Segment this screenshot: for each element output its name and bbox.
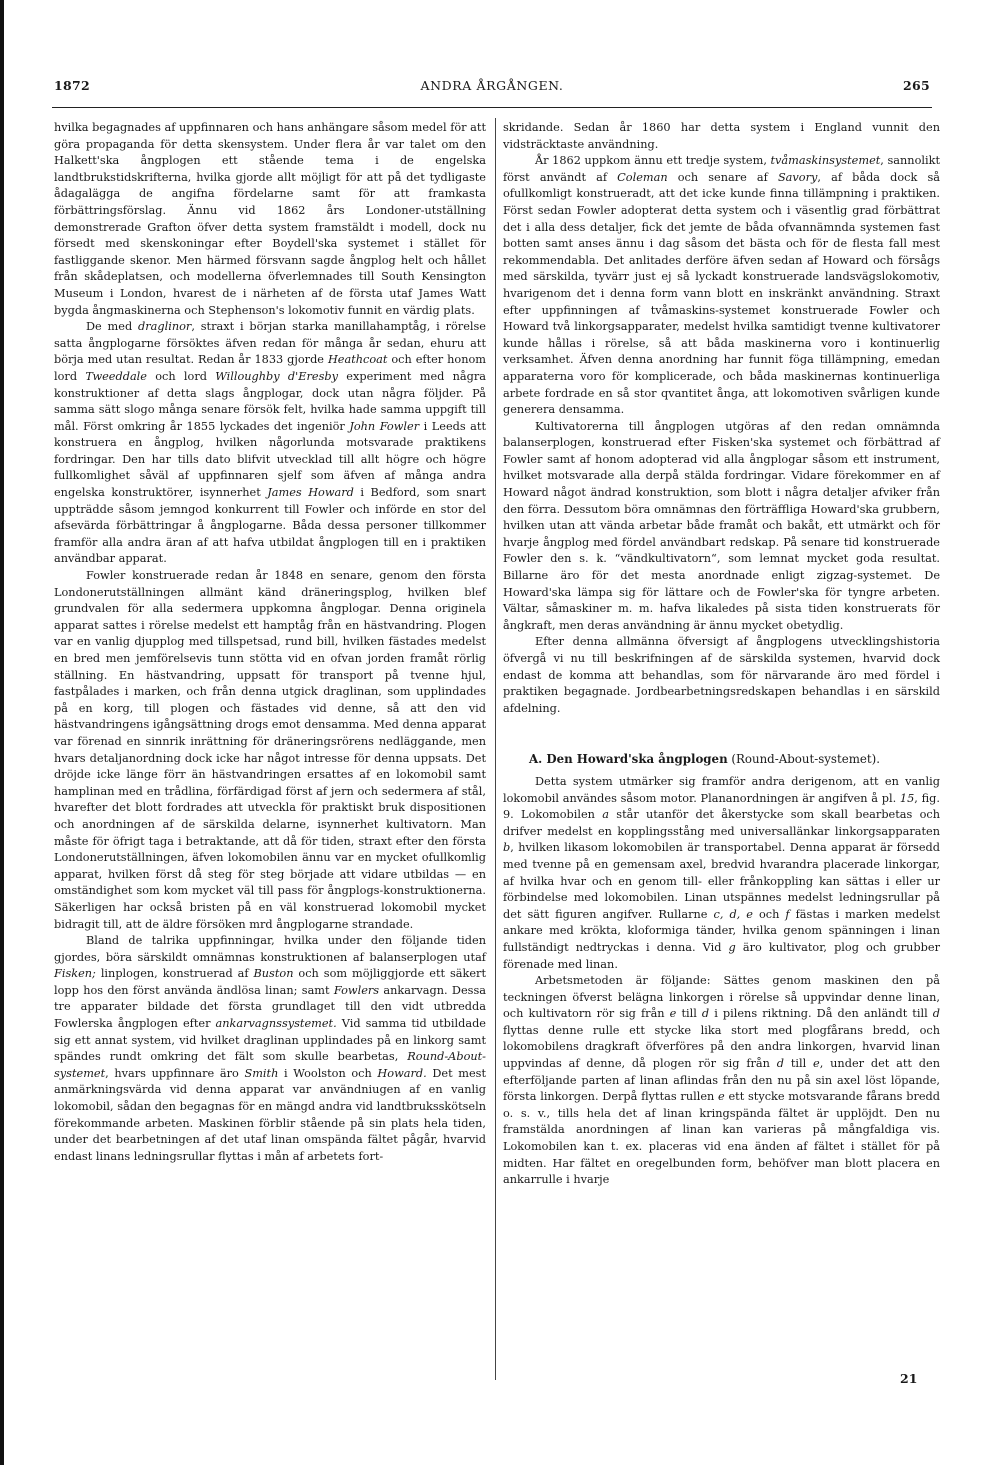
paragraph: Kultivatorerna till ångplogen utgöras af den redan omnämnda balanserplogen, konstruerad efter Fisken'ska systemet och förbättrad af Fowler samt af honom adopterad vid alla ångplogar såsom ett instrument, hvilket motsvarade alla derpå stälda fordringar. Vidare förekommer en af Howard något ändrad konstruktion, som blott i några detaljer afviker från den förra. Dessutom böra omnämnas den förträffliga Howard'ska grubbern, hvilken utan att vända arbetar både framåt och bakåt, ett utmärkt och för hvarje ångplog med fördel användbart redskap. På senare tid konstruerade Fowler den s. k. “vändkultivatorn“, som lemnat mycket goda resultat. Billarne äro för det mesta anordnade enligt zigzag-systemet. De Howard'ska lämpa sig för lättare och de Fowler'ska för tyngre arbeten. Vältar, såmaskiner m. m. hafva likaledes på sista tiden konstruerats för ångkraft, men deras användning är ännu mycket obetydlig. <box>503 419 940 632</box>
paragraph: Bland de talrika uppfinningar, hvilka under den följande tiden gjordes, böra särskildt omnämnas konstruktionen af balanserplogen utaf Fisken; linplogen, konstruerad af Buston och som möjliggjorde ett säkert lopp hos den först använda ändlösa linan; samt Fowlers ankarvagn. Dessa tre apparater bildade det första grundlaget till den vidt utbredda Fowlerska ångplogen efter ankarvagnssystemet. Vid samma tid utbildade sig ett annat system, vid hvilket draglinan upplindades på en linkorg samt spändes rundt omkring det fält som skulle bearbetas, Round-About-systemet, hvars uppfinnare äro Smith i Woolston och Howard. Det mest anmärkningsvärda vid denna apparat var användniugen af en vanlig lokomobil, sådan den begagnas för en mängd andra vid landtbruksskötseln förekommande arbeten. Maskinen förblir stående på sin plats hela tiden, under det bearbetningen af det utaf linan omspända fältet pågår, hvarvid endast linans ledningsrullar flyttas i mån af arbetets fort- <box>54 934 487 1163</box>
paragraph: skridande. Sedan år 1860 har detta system i England vunnit den vidsträcktaste användning. <box>503 121 940 151</box>
paragraph: Fowler konstruerade redan år 1848 en senare, genom den första Londonerutställningen allmänt känd dräneringsplog, hvilken blef grundvalen för alla sedermera uppkomna ångplogar. Denna originela apparat sattes i rörelse medelst ett hamptåg från en hästvandring. Plogen var en vanlig djupplog med tillspetsad, rund bill, hvilken fästades medelst en bred men jemförelsevis tunn stötta vid en ofvan jorden framåt rörlig ställning. En hästvandring, uppsatt för transport på tvenne hjul, fastpålades i marken, och från denna utgick draglinan, som upplindades på en korg, till plogen och fästades vid denne, så att den vid hästvandringens igångsättning drogs emot densamma. Med denna apparat var förenad en sinnrik inrättning för dräneringsrörens nedläggande, men hvars detaljanordning dock icke har något intresse för denna uppsats. Det dröjde icke länge förr än hästvandringen ersattes af en lokomobil samt hamplinan med en trådlina, förfärdigad först af jern och sedermera af stål, hvarefter det blott fordrades att utveckla för praktiskt bruk dispositionen och anordningen af de särskilda delarne, isynnerhet kultivatorn. Man måste för öfrigt taga i betraktande, att då för tiden, straxt efter den första Londonerutställningen, äfven lokomobilen ännu var en mycket ofullkomlig apparat, hvilken först då steg för steg började att vidare utbildas — en omständighet som kom mycket väl till pass för ångplogs-konstruktionerna. Säkerligen har också bristen på en väl konstruerad lokomobil mycket bidragit till, att de äldre försöken mrd ångplogarne strandade. <box>54 569 486 931</box>
right-column <box>503 120 940 1189</box>
column-divider <box>495 118 496 1380</box>
scan-edge-bar <box>0 0 4 1465</box>
page-number: 265 <box>903 78 930 93</box>
header-title: ANDRA ÅRGÅNGEN. <box>420 78 564 93</box>
paragraph: Efter denna allmänna öfversigt af ångplogens utvecklingshistoria öfvergå vi nu till beskrifningen af de särskilda systemen, hvarvid dock endast de komma att behandlas, som för närvarande äro med fördel i praktiken begagnade. Jordbearbetningsredskapen behandlas i en särskild afdelning. <box>503 635 940 715</box>
paragraph: De med draglinor, straxt i början starka manillahamptåg, i rörelse satta ångplogarne försöktes äfven redan för många år sedan, ehuru att börja med utan resultat. Redan år 1833 gjorde Heathcoat och efter honom lord Tweeddale och lord Willoughby d'Eresby experiment med några konstruktioner af detta slags ångplogar, dock utan några följder. På samma sätt slogo många senare försök felt, hvilka hade samma uppgift till mål. Först omkring år 1855 lyckades det ingeniör John Fowler i Leeds att konstruera en ångplog, hvilken någorlunda motsvarade praktikens fordringar. Den har tills dato blifvit utvecklad till allt högre och högre fullkomlighet såväl af uppfinnaren sjelf som äfven af många andra engelska konstruktörer, isynnerhet James Howard i Bedford, som snart uppträdde såsom jemngod konkurrent till Fowler och införde en stor del afsevärda förbättringar å ångplogarne. Båda dessa personer tillkommer framför alla andra äran af att hafva utbildat ångplogen till en i praktiken användbar apparat. <box>54 320 486 566</box>
paragraph: År 1862 uppkom ännu ett tredje system, tvåmaskinsystemet, sannolikt först användt af Coleman och senare af Savory, af båda dock så ofullkomligt konstrueradt, att det icke kunde finna tillämpning i praktiken. Först sedan Fowler adopterat detta system och i väsentlig grad förbättrat det i alla dess detaljer, fick det jemte de båda ofvannämnda systemen fast botten samt anses ännu i dag såsom det bästa och för de flesta fall mest rekommendabla. Det anlitades derföre äfven sedan af Howard och försågs med särskilda, tyvärr just ej så lyckadt konstruerade landsvägslokomotiv, hvarigenom det i denna form vann blott en inskränkt användning. Straxt efter uppfinningen af tvåmaskins-systemet konstruerade Fowler och Howard två linkorgsapparater, medelst hvilka samtidigt tvenne kultivatorer kunde hållas i rörelse, så att båda maskinerna voro i kontinuerlig verksamhet. Äfven denna anordning har funnit föga tillämpning, emedan apparaterna voro för komplicerade, och båda maskinernas kontinuerliga arbete fordrade en så stor qvantitet ånga, att lokomotiven svårligen kunde generera densamma. <box>503 154 940 417</box>
section-heading: A. Den Howard'ska ångplogen (Round-About-systemet). <box>529 752 880 767</box>
header-rule <box>52 107 932 108</box>
paragraph: Detta system utmärker sig framför andra derigenom, att en vanlig lokomobil användes såsom motor. Plananordningen är angifven å pl. 15, fig. 9. Lokomobilen a står utanför det åkerstycke som skall bearbetas och drifver medelst en kopplingsstång med universallänkar linkorgsapparaten b, hvilken likasom lokomobilen är transportabel. Denna apparat är försedd med tvenne på en gemensam axel, bredvid hvarandra placerade linkorgar, af hvilka hvar och en genom till- eller frånkoppling kan sättas i eller ur förbindelse med lokomobilen. Linan utspännes medelst ledningsrullar på det sätt figuren angifver. Rullarne c, d, e och f fästas i marken medelst ankare med krökta, kloformiga tänder, hvilka genom spänningen i linan fullständigt nedtryckas i denna. Vid g äro kultivator, plog och grubber förenade med linan. <box>503 774 940 971</box>
signature-mark: 21 <box>900 1371 918 1386</box>
left-column <box>54 120 486 1165</box>
page-header <box>54 78 930 100</box>
paragraph: hvilka begagnades af uppfinnaren och hans anhängare såsom medel för att göra propaganda för detta skensystem. Under flera år var talet om den Halkett'ska ångplogen ett stående tema i de engelska landtbrukstidskrifterna, hvilka gjorde allt möjligt för att på det tydligaste ådagalägga de angifna fördelarne samt för att framkasta förbättringsförslag. Ännu vid 1862 års Londoner-utställning demonstrerade Grafton öfver detta system framstäldt i modell, dock nu försedt med skenskoningar efter Boydell'ska systemet i stället för fastliggande skenor. Men härmed försvann sagde ångplog helt och hållet från skådeplatsen, och modellerna öfverlemnades till South Kensington Museum i London, hvarest de i närheten af de första utaf James Watt bygda ångmaskinerna och Stephenson's lokomotiv funnit en värdig plats. <box>54 121 486 317</box>
header-year: 1872 <box>54 78 90 93</box>
paragraph: Arbetsmetoden är följande: Sättes genom maskinen den på teckningen öfverst belägna linkorgen i rörelse så uppvindar denne linan, och kultivatorn rör sig från e till d i pilens riktning. Då den anländt till d flyttas denne rulle ett stycke lika stort med plogfårans bredd, och lokomobilens dragkraft öfverföres på den andra linkorgen, hvarvid linan uppvindas af denne, då plogen rör sig från d till e, under det att den efterföljande parten af linan aflindas från den nu på sin axel löst löpande, första linkorgen. Derpå flyttas rullen e ett stycke motsvarande fårans bredd o. s. v., tills hela det af linan kringspända fältet är upplöjdt. Den nu framstälda anordningen af linan kan varieras på mångfaldiga vis. Lokomobilen kan t. ex. placeras vid ena änden af fältet i stället för på midten. Har fältet en oregelbunden form, behöfver man blott placera en ankarrulle i hvarje <box>503 974 941 1187</box>
